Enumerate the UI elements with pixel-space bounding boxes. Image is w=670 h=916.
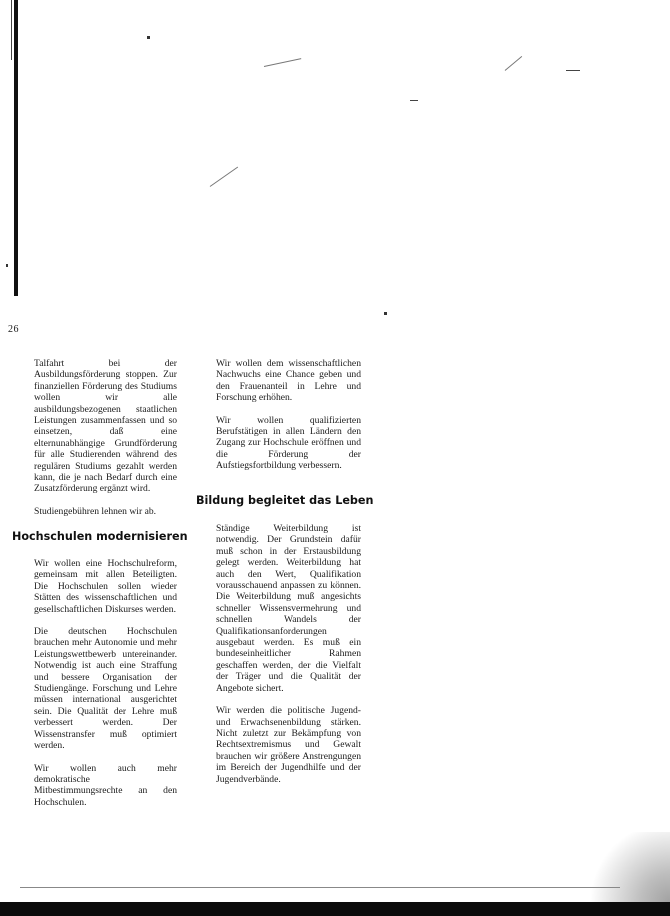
- scan-speck: [566, 70, 580, 71]
- scan-speck: [147, 36, 150, 39]
- scan-bottom-shadow: [0, 902, 670, 916]
- paragraph: Wir werden die politische Jugend- und Erwachsenenbildung stärken. Nicht zuletzt zur Bekämpfung von Rechtsextremismus und Gewalt brauchen wir größere Anstrengungen im Bereich der Jugendhilfe und der Jugendverbände.: [216, 705, 361, 785]
- scan-bottom-line: [20, 887, 620, 888]
- scan-scratch: [505, 56, 522, 71]
- scan-edge-line: [11, 0, 12, 60]
- scan-scratch: [210, 167, 238, 187]
- right-column-bildung: [216, 523, 361, 785]
- paragraph: Wir wollen auch mehr demokratische Mitbestimmungsrechte an den Hochschulen.: [34, 762, 177, 808]
- scan-corner-noise: [580, 832, 670, 902]
- paragraph: Studiengebühren lehnen wir ab.: [34, 505, 157, 517]
- paragraph: Wir wollen dem wissenschaftlichen Nachwuchs eine Chance geben und den Frauenanteil in Lehre und Forschung erhöhen.: [216, 358, 361, 404]
- left-column-hochschulen: [34, 558, 177, 808]
- left-column-intro: [34, 358, 177, 517]
- page-number: 26: [8, 324, 19, 335]
- section-heading-hochschulen: Hochschulen modernisieren: [12, 530, 188, 543]
- section-heading-bildung: Bildung begleitet das Leben: [196, 494, 374, 507]
- scan-speck: [384, 312, 387, 315]
- scan-speck: [410, 100, 418, 101]
- right-column-intro: [216, 358, 361, 472]
- paragraph: Wir wollen eine Hochschulreform, gemeinsam mit allen Beteiligten. Die Hochschulen sollen wieder Stätten des wissenschaftlichen und gesellschaftlichen Diskurses werden.: [34, 558, 177, 615]
- scan-speck: [6, 264, 8, 267]
- paragraph: Die deutschen Hochschulen brauchen mehr Autonomie und mehr Leistungswettbewerb untereinander. Notwendig ist auch eine Straffung und bessere Organisation der Studiengänge. Forschung und Lehre müssen international ausgerichtet sein. Die Qualität der Lehre muß verbessert werden. Der Wissenstransfer muß optimiert werden.: [34, 626, 177, 752]
- paragraph: Talfahrt bei der Ausbildungsförderung stoppen. Zur finanziellen Förderung des Studiums wollen wir alle ausbildungsbezogenen staatlichen Leistungen zusammenfassen und so einsetzen, daß eine elternunabhängige Grundförderung für alle Studierenden während des regulären Studiums gezahlt werden kann, die je nach Bedarf durch eine Zusatzförderung ergänzt wird.: [34, 358, 177, 495]
- paragraph: Wir wollen qualifizierten Berufstätigen in allen Ländern den Zugang zur Hochschule eröffnen und die Förderung der Aufstiegsfortbildung verbessern.: [216, 414, 361, 472]
- scan-scratch: [264, 58, 301, 67]
- scan-edge-shadow: [14, 0, 18, 296]
- paragraph: Ständige Weiterbildung ist notwendig. Der Grundstein dafür muß schon in der Erstausbildung gelegt werden. Weiterbildung hat auch den Wert, Qualifikation vorausschauend anpassen zu können. Die Weiterbildung muß angesichts schneller Wissensvermehrung und schnellen Wandels der Qualifikationsanforderungen ausgebaut werden. Es muß ein bundeseinheitlicher Rahmen geschaffen werden, der die Vielfalt der Träger und die Qualität der Angebote sichert.: [216, 523, 361, 694]
